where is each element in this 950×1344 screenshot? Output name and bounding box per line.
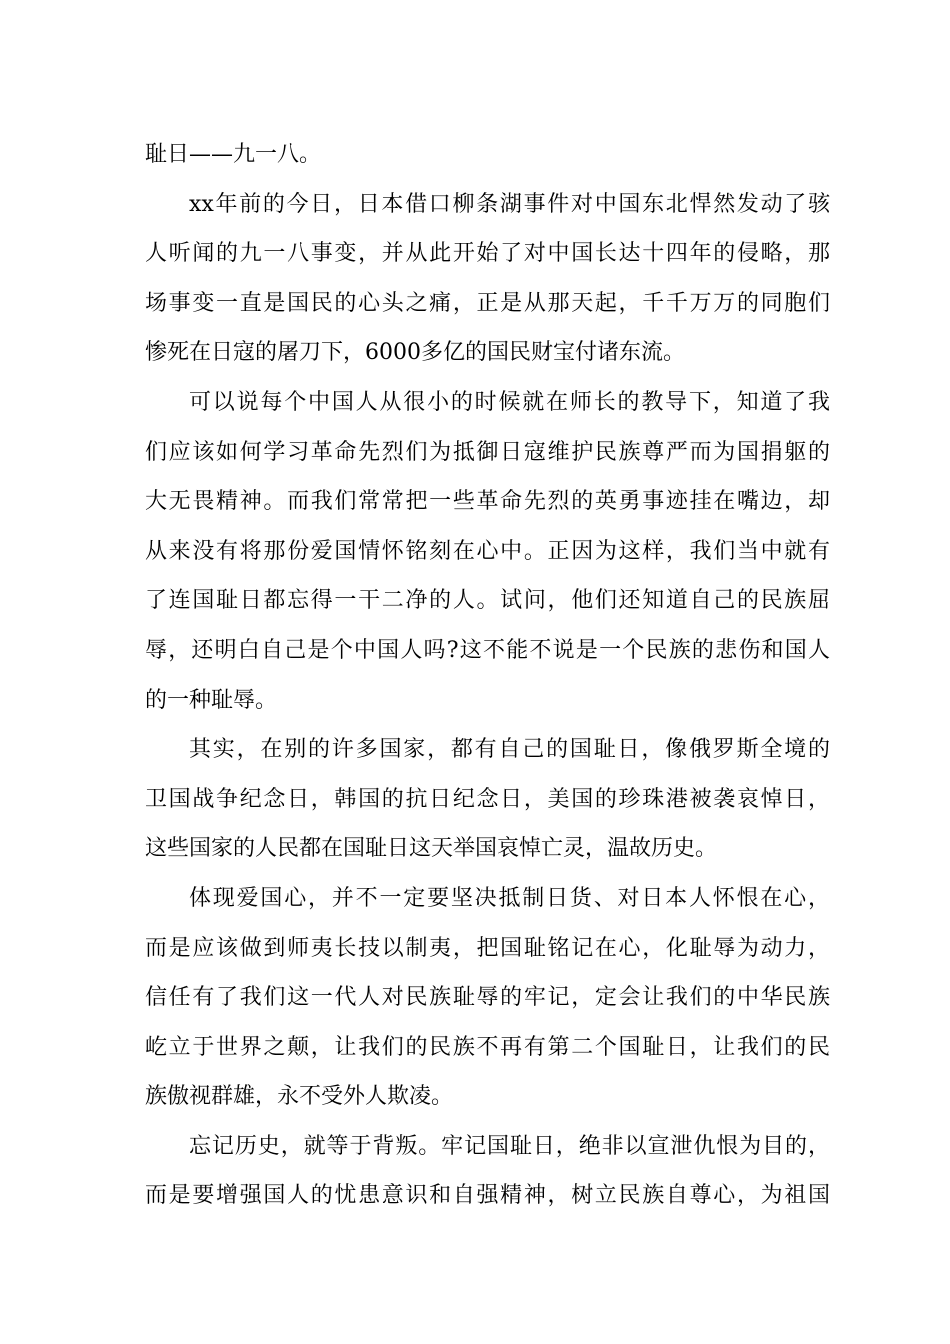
text-line: 这些国家的人民都在国耻日这天举国哀悼亡灵，温故历史。: [145, 836, 718, 862]
text-line: 了连国耻日都忘得一干二净的人。试问，他们还知道自己的民族屈: [145, 588, 830, 614]
paragraph: [145, 1122, 830, 1221]
paragraph: [145, 180, 830, 378]
text-line: 信任有了我们这一代人对民族耻辱的牢记，定会让我们的中华民族: [145, 985, 830, 1011]
paragraph: [145, 725, 830, 874]
paragraph: [145, 874, 830, 1122]
text-line: 忘记历史，就等于背叛。牢记国耻日，绝非以宣泄仇恨为目的，: [189, 1133, 830, 1159]
text-line: 而是要增强国人的忧患意识和自强精神，树立民族自尊心，为祖国: [145, 1183, 830, 1209]
text-line: 辱，还明白自己是个中国人吗?这不能不说是一个民族的悲伤和国人: [145, 637, 830, 663]
text-line: 耻日——九一八。: [145, 142, 322, 167]
text-line: 族傲视群雄，永不受外人欺凌。: [145, 1084, 454, 1110]
text-line: xx年前的今日，日本借口柳条湖事件对中国东北悍然发动了骇: [189, 191, 830, 217]
text-line: 场事变一直是国民的心头之痛，正是从那天起，千千万万的同胞们: [145, 290, 830, 316]
text-line: 从来没有将那份爱国情怀铭刻在心中。正因为这样，我们当中就有: [145, 538, 830, 564]
paragraph: [145, 130, 830, 180]
text-line: 人听闻的九一八事变，并从此开始了对中国长达十四年的侵略，那: [145, 241, 830, 267]
text-line: 而是应该做到师夷长技以制夷，把国耻铭记在心，化耻辱为动力，: [145, 935, 830, 961]
text-line: 体现爱国心，并不一定要坚决抵制日货、对日本人怀恨在心，: [189, 885, 830, 911]
document-body: [145, 130, 830, 1221]
text-line: 的一种耻辱。: [145, 687, 278, 713]
text-line: 们应该如何学习革命先烈们为抵御日寇维护民族尊严而为国捐躯的: [145, 439, 830, 465]
paragraph: [145, 378, 830, 725]
text-line: 卫国战争纪念日，韩国的抗日纪念日，美国的珍珠港被袭哀悼日，: [145, 786, 830, 812]
text-line: 屹立于世界之颠，让我们的民族不再有第二个国耻日，让我们的民: [145, 1034, 830, 1060]
text-line: 可以说每个中国人从很小的时候就在师长的教导下，知道了我: [189, 389, 830, 415]
text-line: 其实，在别的许多国家，都有自己的国耻日，像俄罗斯全境的: [189, 737, 830, 763]
text-line: 惨死在日寇的屠刀下，6000多亿的国民财宝付诸东流。: [145, 340, 685, 366]
text-line: 大无畏精神。而我们常常把一些革命先烈的英勇事迹挂在嘴边，却: [145, 489, 830, 515]
